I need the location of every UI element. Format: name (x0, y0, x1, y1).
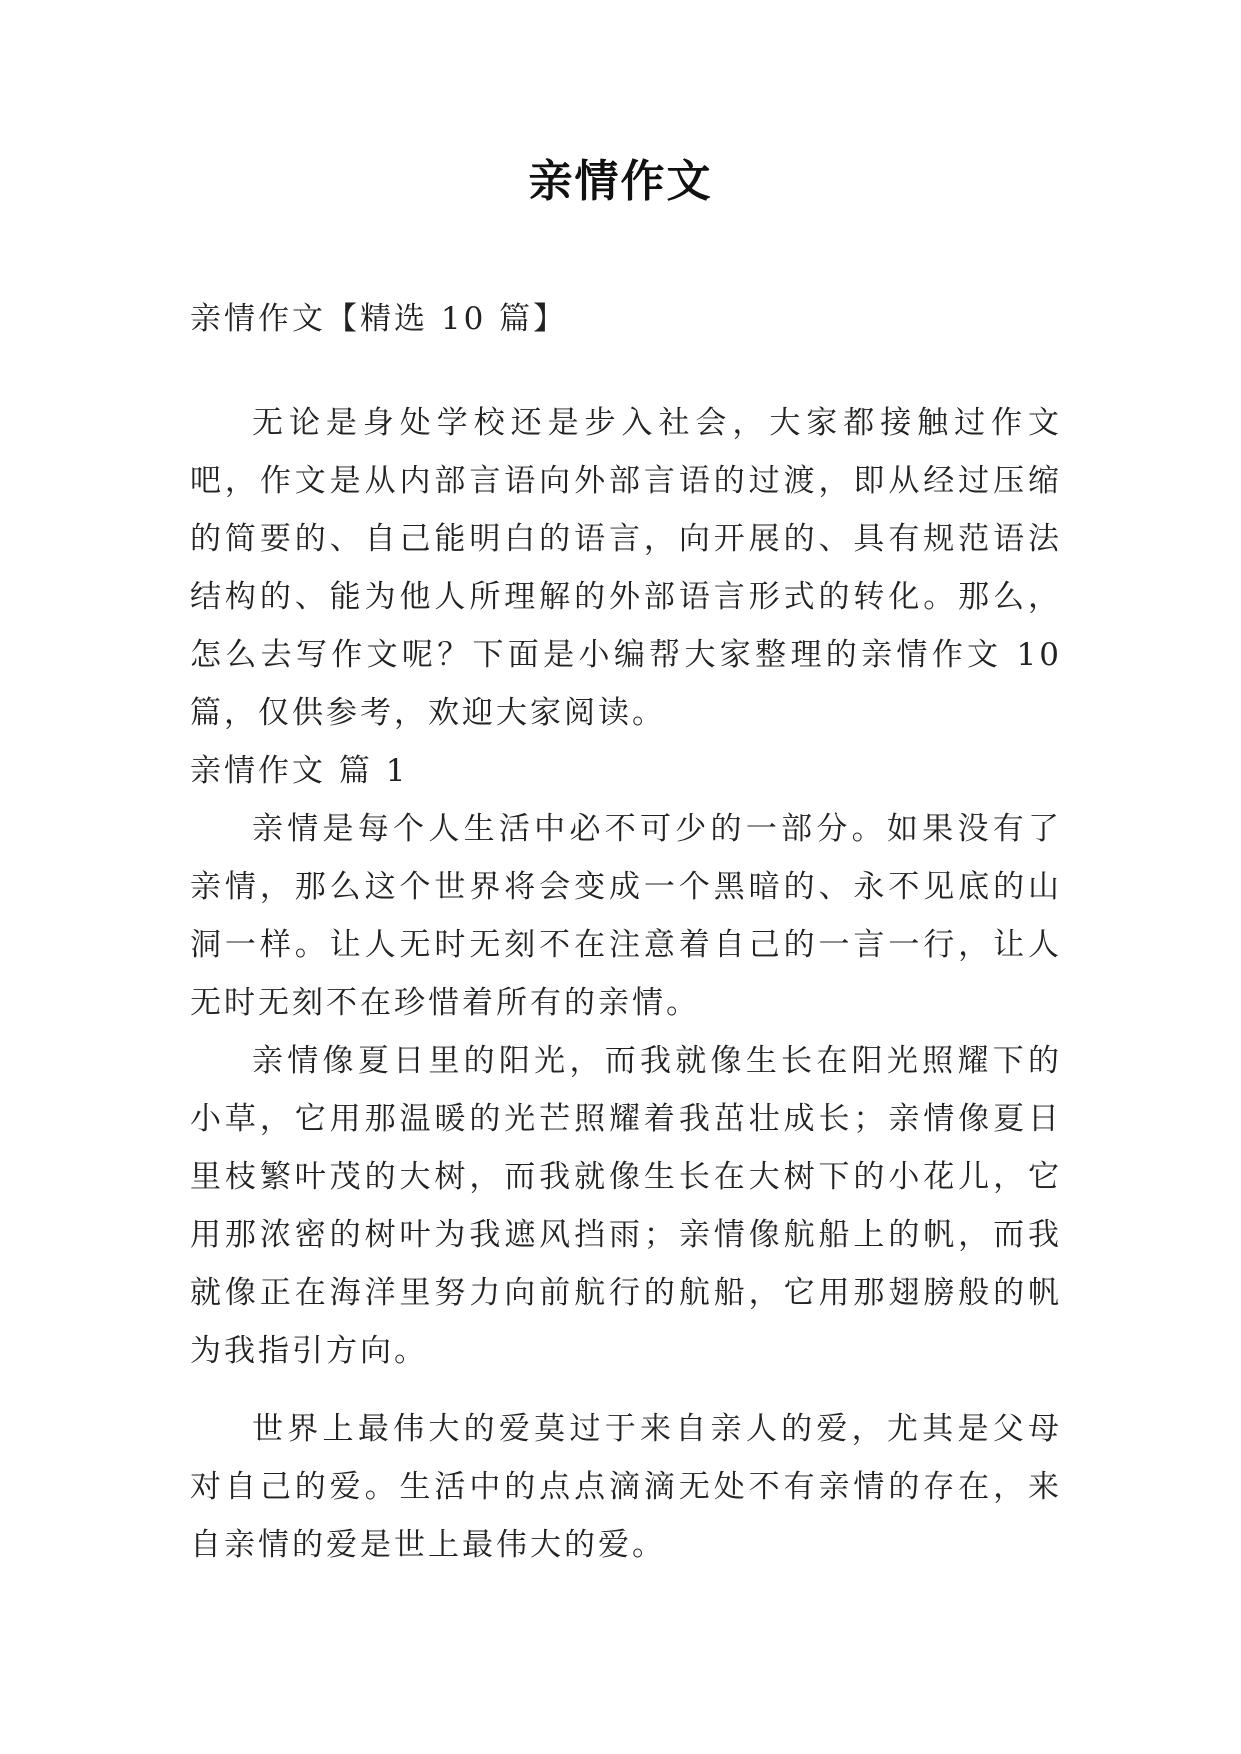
spacer (190, 348, 1062, 394)
body-paragraph: 世界上最伟大的爱莫过于来自亲人的爱，尤其是父母对自己的爱。生活中的点点滴滴无处不有亲情的存在，来自亲情的爱是世上最伟大的爱。 (190, 1411, 1062, 1563)
intro-paragraph: 无论是身处学校还是步入社会，大家都接触过作文吧，作文是从内部言语向外部言语的过渡，即从经过压缩的简要的、自己能明白的语言，向开展的、具有规范语法结构的、能为他人所理解的外部语言形式的转化。那么，怎么去写作文呢？下面是小编帮大家整理的亲情作文 10 篇，仅供参考，欢迎大家阅读。 (190, 405, 1062, 731)
body-paragraph: 亲情是每个人生活中必不可少的一部分。如果没有了亲情，那么这个世界将会变成一个黑暗的、永不见底的山洞一样。让人无时无刻不在注意着自己的一言一行，让人无时无刻不在珍惜着所有的亲情。 (190, 811, 1062, 1021)
document-title: 亲情作文 (528, 156, 713, 207)
section-heading: 亲情作文 篇 1 (190, 753, 409, 789)
document-body (190, 290, 1062, 1574)
document-subtitle: 亲情作文【精选 10 篇】 (190, 301, 568, 337)
body-paragraph: 亲情像夏日里的阳光，而我就像生长在阳光照耀下的小草，它用那温暖的光芒照耀着我茁壮成长；亲情像夏日里枝繁叶茂的大树，而我就像生长在大树下的小花儿，它用那浓密的树叶为我遮风挡雨；亲情像航船上的帆，而我就像正在海洋里努力向前航行的航船，它用那翅膀般的帆为我指引方向。 (190, 1043, 1062, 1369)
